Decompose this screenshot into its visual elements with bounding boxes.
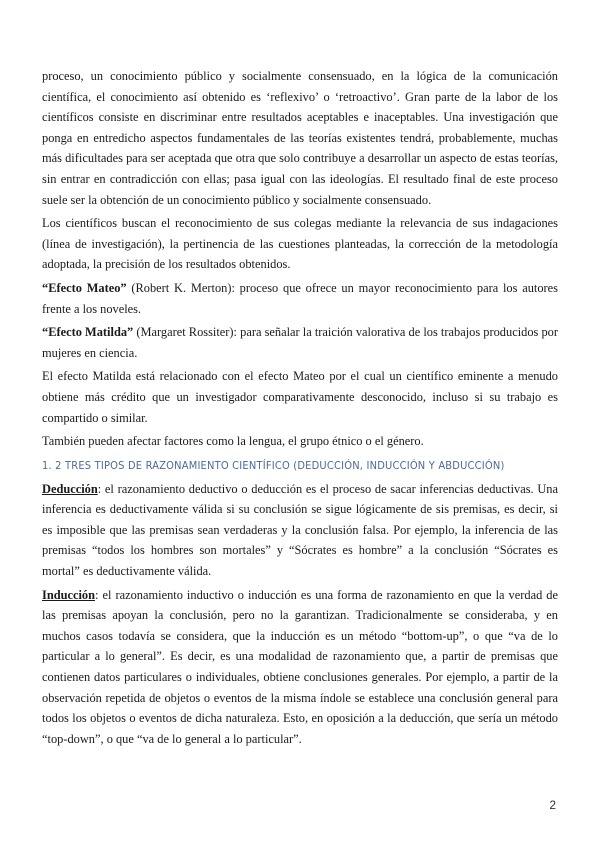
paragraph-efecto-mateo xyxy=(42,278,558,319)
paragraph-consensus: proceso, un conocimiento público y socialmente consensuado, en la lógica de la comunicación científica, el conocimiento así obtenido es ‘reflexivo’ o ‘retroactivo’. Gran parte de la labor de los científicos consiste en discriminar entre resultados aceptables e inaceptables. Una investigación que ponga en entredicho aspectos fundamentales de las teorías existentes tendrá, probablemente, muchas más dificultades para ser aceptada que otra que solo contribuye a desarrollar un aspecto de estas teorías, sin entrar en contradicción con ellas; pasa igual con las ideologías. El resultado final de este proceso suele ser la obtención de un conocimiento público y socialmente consensuado. xyxy=(42,69,558,207)
paragraph-matilda-mateo: El efecto Matilda está relacionado con el efecto Mateo por el cual un científico eminente a menudo obtiene más crédito que un investigador comparativamente desconocido, incluso si su trabajo es compartido o similar. xyxy=(42,369,558,425)
paragraph-induccion xyxy=(42,585,558,750)
efecto-matilda-text: (Margaret Rossiter): para señalar la traición valorativa de los trabajos producidos por mujeres en ciencia. xyxy=(42,325,559,360)
paragraph-efecto-matilda xyxy=(42,322,558,363)
paragraph-recognition: Los científicos buscan el reconocimiento de sus colegas mediante la relevancia de sus indagaciones (línea de investigación), la pertinencia de las cuestiones planteadas, la corrección de la metodología adoptada, la precisión de los resultados obtenidos. xyxy=(42,216,558,272)
document-body xyxy=(42,66,558,752)
page-number: 2 xyxy=(549,798,556,812)
paragraph-factors: También pueden afectar factores como la lengua, el grupo étnico o el género. xyxy=(42,434,424,449)
efecto-matilda-term: “Efecto Matilda” xyxy=(42,325,134,340)
induccion-term: Inducción xyxy=(42,587,96,602)
efecto-mateo-text: (Robert K. Merton): proceso que ofrece un mayor reconocimiento para los autores frente a los noveles. xyxy=(42,280,558,316)
deduccion-text: : el razonamiento deductivo o deducción es el proceso de sacar inferencias deductivas. Una inferencia es deductivamente válida si su conclusión se sigue lógicamente de sis premisas, es decir, si es imposible que las premisas sean verdaderas y la conclusión falsa. Por ejemplo, la inferencia de las premisas “todos los hombres son mortales” y “Sócrates es hombre” a la conclusión “Sócrates es mortal” es deductivamente válida. xyxy=(42,481,558,579)
paragraph-deduccion xyxy=(42,479,558,582)
section-heading: 1. 2 TRES TIPOS DE RAZONAMIENTO CIENTÍFICO (DEDUCCIÓN, INDUCCIÓN Y ABDUCCIÓN) xyxy=(42,458,505,472)
deduccion-term: Deducción xyxy=(42,481,98,496)
induccion-text: : el razonamiento inductivo o inducción es una forma de razonamiento en que la verdad de las premisas apoyan la conclusión, pero no la garantizan. Tradicionalmente se consideraba, y en muchos casos todavía se considera, que la inducción es un método “bottom-up”, o que “va de lo particular a lo general”. Es decir, es una modalidad de razonamiento que, a partir de premisas que contienen datos particulares o individuales, obtiene conclusiones generales. Por ejemplo, a partir de la observación repetida de objetos o eventos de la misma índole se establece una conclusión general para todos los objetos o eventos de dicha naturaleza. Esto, en oposición a la deducción, que sería un método “top-down”, o que “va de lo general a lo particular”. xyxy=(42,587,558,746)
efecto-mateo-term: “Efecto Mateo” xyxy=(42,280,127,295)
